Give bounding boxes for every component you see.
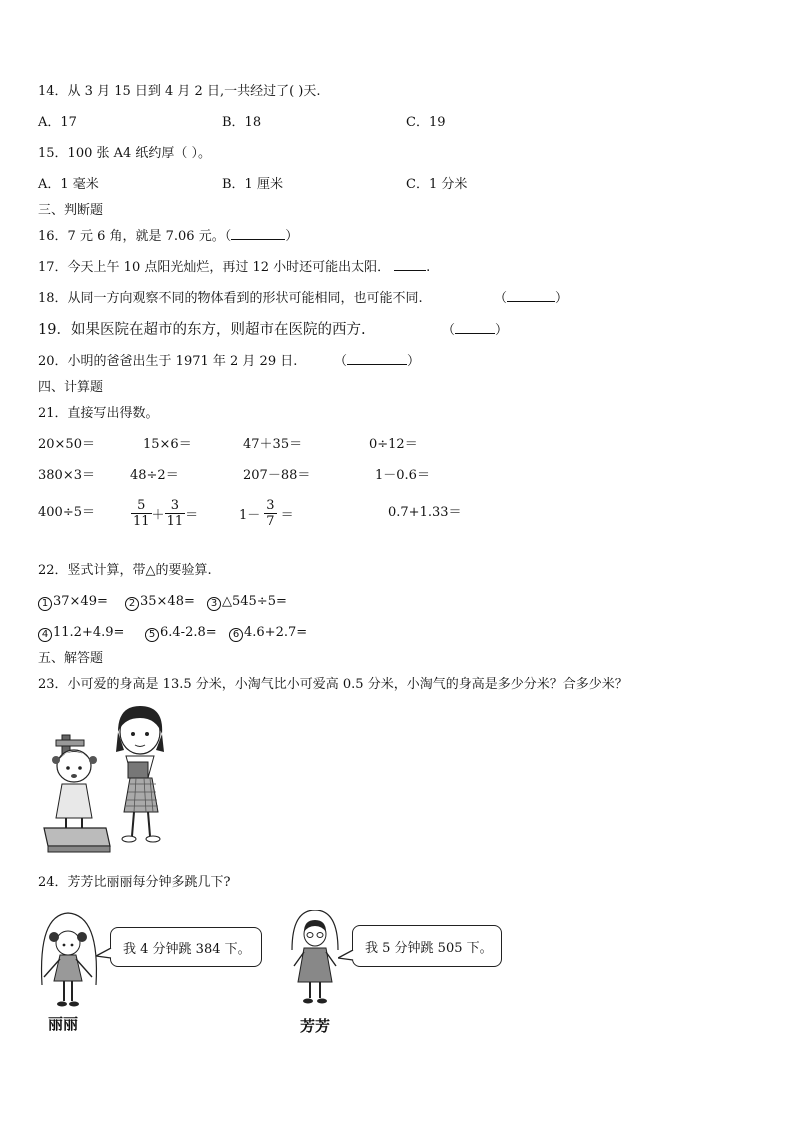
q22-item-2 bbox=[125, 594, 195, 611]
speech-bubble-lili bbox=[110, 927, 262, 967]
q22-expression: △545÷5= bbox=[222, 594, 287, 609]
girl-jumping-rope-lili bbox=[34, 905, 104, 1013]
q21-r1-c1: 20×50＝ bbox=[38, 437, 95, 452]
q21-r2-c2: 48÷2＝ bbox=[130, 468, 179, 483]
q16-statement: 16．7 元 6 角，就是 7.06 元。（ bbox=[38, 229, 232, 244]
speech-bubble-tail-left bbox=[96, 948, 114, 960]
fraction-denominator: 7 bbox=[266, 513, 275, 529]
q15-option-a: A．1 毫米 bbox=[38, 177, 99, 192]
section-title-calculation: 四、计算题 bbox=[38, 380, 104, 395]
q21-title: 21．直接写出得数。 bbox=[38, 406, 159, 421]
q22-title: 22．竖式计算，带△的要验算. bbox=[38, 563, 212, 578]
fraction-numerator: 5 bbox=[137, 497, 146, 513]
q21-r3-c1: 400÷5＝ bbox=[38, 505, 95, 520]
q20-answer bbox=[334, 354, 420, 370]
q24-text: 24．芳芳比丽丽每分钟多跳几下? bbox=[38, 875, 231, 890]
circled-number: 5 bbox=[145, 628, 159, 642]
q22-expression: 6.4-2.8= bbox=[160, 625, 217, 640]
q16-answer-blank[interactable] bbox=[231, 239, 285, 240]
q18-open-paren: （ bbox=[494, 291, 508, 306]
q18-close-paren: ） bbox=[555, 291, 569, 306]
q18-answer bbox=[494, 291, 568, 307]
q21-r3-c2 bbox=[131, 491, 198, 535]
q19-text: 19．如果医院在超市的东方，则超市在医院的西方. bbox=[38, 322, 366, 338]
equals-sign: ＝ bbox=[185, 507, 199, 523]
plus-sign: ＋ bbox=[151, 507, 165, 523]
q22-expression: 11.2+4.9= bbox=[53, 625, 125, 640]
q21-r3-c3 bbox=[239, 491, 294, 535]
q15-text: 15．100 张 A4 纸约厚（ ）。 bbox=[38, 146, 212, 161]
q14-option-a: A．17 bbox=[38, 115, 77, 130]
circled-number: 4 bbox=[38, 628, 52, 642]
q15-option-b: B．1 厘米 bbox=[222, 177, 283, 192]
q22-item-3 bbox=[207, 594, 287, 611]
circled-number: 3 bbox=[207, 597, 221, 611]
q20-close-paren: ） bbox=[407, 354, 421, 369]
q21-r3-c4: 0.7+1.33＝ bbox=[388, 505, 462, 520]
q21-r2-c3: 207－88＝ bbox=[243, 468, 311, 483]
q22-expression: 37×49= bbox=[53, 594, 108, 609]
q21-r1-c3: 47＋35＝ bbox=[243, 437, 303, 452]
q18-text: 18．从同一方向观察不同的物体看到的形状可能相同，也可能不同. bbox=[38, 291, 423, 306]
fraction-5-11 bbox=[131, 498, 152, 529]
height-measure-illustration bbox=[36, 700, 176, 860]
q21-r2-c1: 380×3＝ bbox=[38, 468, 95, 483]
q19-close-paren: ） bbox=[495, 323, 509, 338]
speech-bubble-fangfang bbox=[352, 925, 502, 967]
q20-answer-blank[interactable] bbox=[347, 364, 407, 365]
fraction-denominator: 11 bbox=[166, 513, 184, 529]
q17-period: . bbox=[426, 260, 431, 275]
fraction-numerator: 3 bbox=[170, 497, 179, 513]
fraction-3-7 bbox=[264, 498, 276, 529]
q22-item-5 bbox=[145, 625, 217, 642]
fraction-denominator: 11 bbox=[133, 513, 150, 529]
q16-text bbox=[38, 229, 298, 245]
speech-bubble-lili-text: 我 4 分钟跳 384 下。 bbox=[123, 941, 251, 957]
girl-jumping-rope-fangfang bbox=[286, 910, 344, 1010]
q19-open-paren: （ bbox=[442, 323, 456, 338]
q14-option-b: B．18 bbox=[222, 115, 262, 130]
q21-r2-c4: 1－0.6＝ bbox=[375, 468, 430, 483]
fraction-3-11 bbox=[165, 498, 186, 529]
section-title-word-problems: 五、解答题 bbox=[38, 651, 104, 666]
section-title-judgement: 三、判断题 bbox=[38, 203, 104, 218]
q17-text bbox=[38, 260, 430, 276]
circled-number: 1 bbox=[38, 597, 52, 611]
q20-open-paren: （ bbox=[334, 354, 348, 369]
q17-answer-blank[interactable] bbox=[394, 270, 426, 271]
q18-answer-blank[interactable] bbox=[507, 301, 555, 302]
q16-close-paren: ） bbox=[285, 229, 299, 244]
equals-sign: ＝ bbox=[280, 507, 294, 523]
q22-item-6 bbox=[229, 625, 307, 642]
q21-r1-c4: 0÷12＝ bbox=[369, 437, 418, 452]
q22-expression: 4.6+2.7= bbox=[244, 625, 308, 640]
speech-bubble-tail-right bbox=[338, 950, 356, 962]
speech-bubble-fangfang-text: 我 5 分钟跳 505 下。 bbox=[365, 940, 493, 956]
q14-text: 14．从 3 月 15 日到 4 月 2 日,一共经过了( )天. bbox=[38, 84, 321, 99]
q22-expression: 35×48= bbox=[140, 594, 195, 609]
fraction-numerator: 3 bbox=[266, 497, 275, 513]
q14-option-c: C．19 bbox=[406, 115, 446, 130]
circled-number: 6 bbox=[229, 628, 243, 642]
q19-answer bbox=[442, 323, 508, 339]
q23-text: 23．小可爱的身高是 13.5 分米，小淘气比小可爱高 0.5 分米，小淘气的身高是多少分米？合多少米？ bbox=[38, 677, 628, 692]
name-lili: 丽丽 bbox=[48, 1015, 79, 1033]
q20-text: 20．小明的爸爸出生于 1971 年 2 月 29 日. bbox=[38, 354, 298, 369]
q17-statement: 17．今天上午 10 点阳光灿烂，再过 12 小时还可能出太阳． bbox=[38, 260, 391, 275]
one-minus: 1－ bbox=[239, 507, 261, 523]
q15-option-c: C．1 分米 bbox=[406, 177, 468, 192]
q21-r1-c2: 15×6＝ bbox=[143, 437, 192, 452]
name-fangfang: 芳芳 bbox=[300, 1017, 331, 1035]
circled-number: 2 bbox=[125, 597, 139, 611]
q19-answer-blank[interactable] bbox=[455, 333, 495, 334]
q22-item-1 bbox=[38, 594, 108, 611]
q22-item-4 bbox=[38, 625, 124, 642]
